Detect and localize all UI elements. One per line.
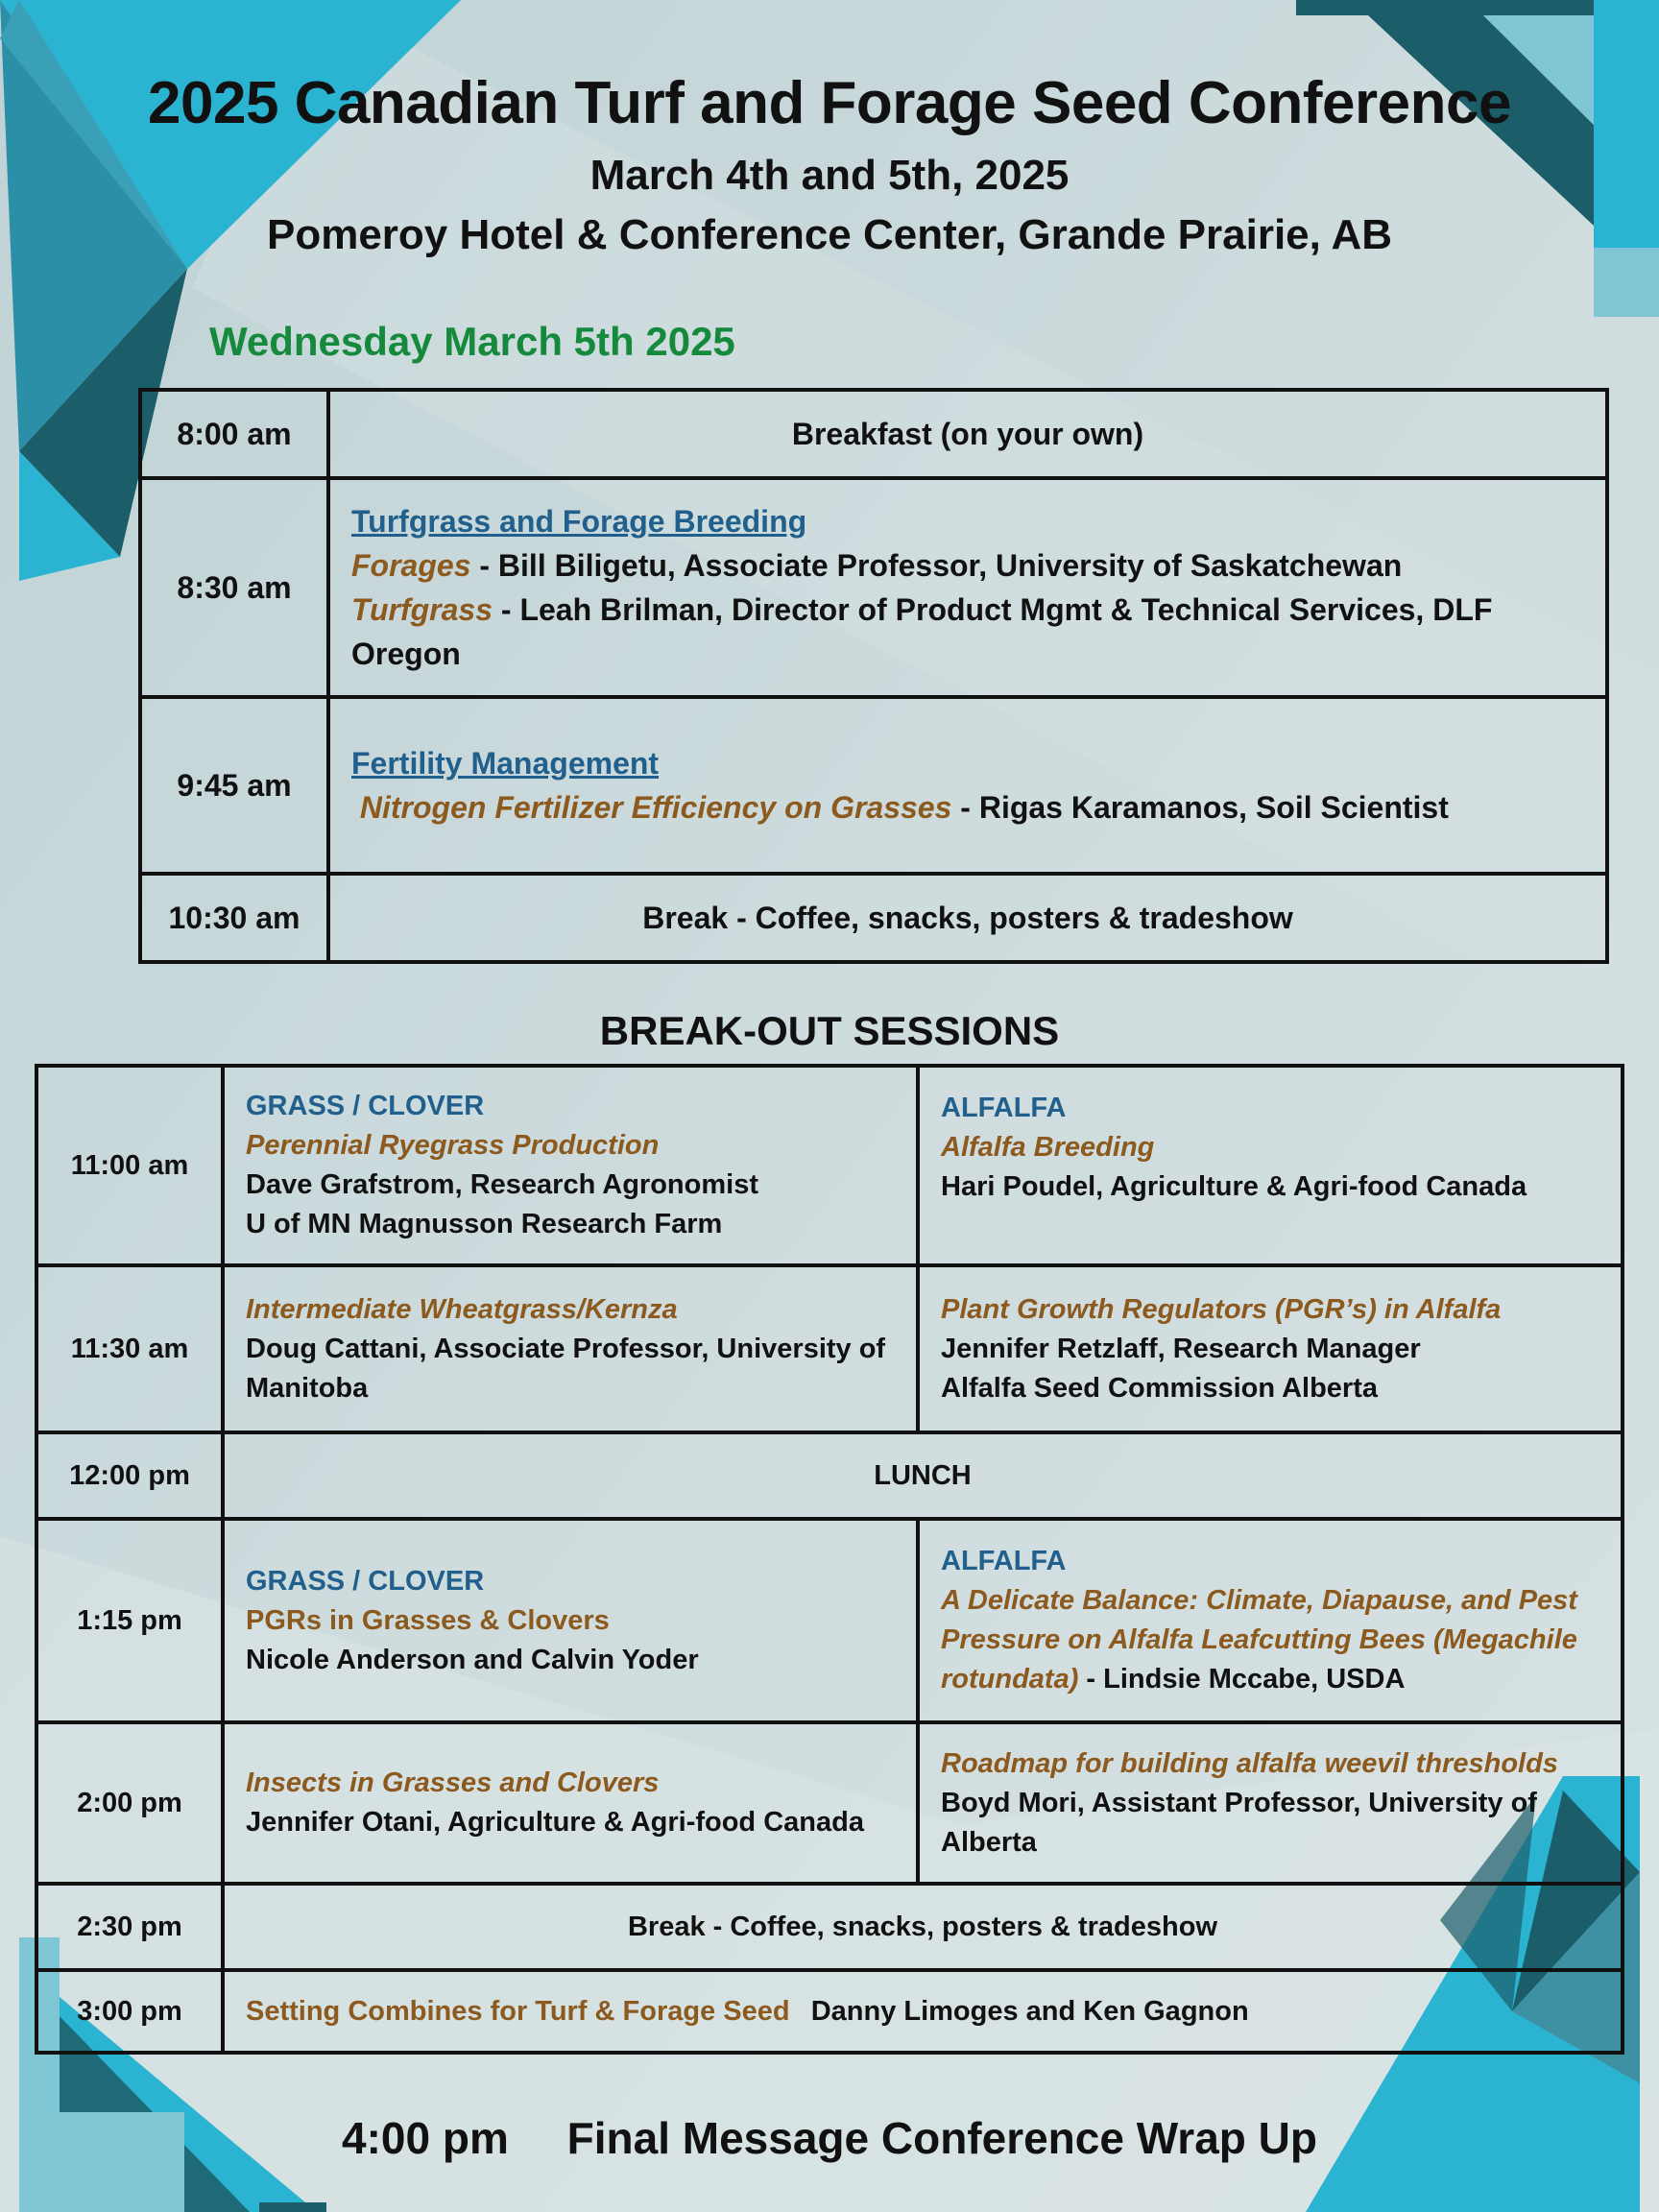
talk-topic: A Delicate Balance: Climate, Diapause, and Pest Pressure on Alfalfa Leafcutting Bees (Megachile rotundata) bbox=[941, 1585, 1577, 1695]
time-cell: 2:00 pm bbox=[36, 1722, 223, 1884]
session-cell bbox=[223, 1970, 1623, 2053]
time-cell: 8:00 am bbox=[140, 390, 328, 478]
time-cell: 10:30 am bbox=[140, 874, 328, 962]
track-label: GRASS / CLOVER bbox=[246, 1565, 485, 1597]
session-cell bbox=[918, 1722, 1623, 1884]
talk-speaker: Jennifer Otani, Agriculture & Agri-food Canada bbox=[246, 1807, 864, 1838]
conference-dates: March 4th and 5th, 2025 bbox=[589, 152, 1070, 199]
event-cell: Break - Coffee, snacks, posters & tradeshow bbox=[328, 874, 1607, 962]
schedule-row bbox=[36, 1722, 1623, 1884]
talk-topic: Roadmap for building alfalfa weevil thresholds bbox=[941, 1747, 1558, 1779]
talk-affiliation: Alfalfa Seed Commission Alberta bbox=[941, 1372, 1378, 1404]
talk-topic: Nitrogen Fertilizer Efficiency on Grasses bbox=[359, 790, 952, 825]
talk-speaker: - Bill Biligetu, Associate Professor, University of Saskatchewan bbox=[470, 548, 1403, 583]
session-cell bbox=[223, 1722, 918, 1884]
session-cell bbox=[328, 478, 1607, 697]
talk-speaker: Jennifer Retzlaff, Research Manager bbox=[941, 1333, 1421, 1364]
wrap-up-time: 4:00 pm bbox=[342, 2113, 509, 2163]
wrap-up-text: Final Message Conference Wrap Up bbox=[566, 2113, 1317, 2163]
session-cell bbox=[918, 1519, 1623, 1722]
wrap-up-line bbox=[0, 2112, 1659, 2164]
time-cell: 8:30 am bbox=[140, 478, 328, 697]
session-cell bbox=[223, 1519, 918, 1722]
track-label: ALFALFA bbox=[941, 1546, 1067, 1576]
talk-speaker: - Rigas Karamanos, Soil Scientist bbox=[951, 790, 1449, 825]
time-cell: 2:30 pm bbox=[36, 1884, 223, 1970]
schedule-row bbox=[140, 697, 1607, 874]
schedule-row bbox=[36, 1970, 1623, 2053]
schedule-row bbox=[36, 1884, 1623, 1970]
talk-topic: Plant Growth Regulators (PGR’s) in Alfalfa bbox=[941, 1293, 1502, 1325]
morning-schedule-table bbox=[138, 388, 1609, 964]
talk-topic: Forages bbox=[351, 548, 471, 583]
session-cell bbox=[223, 1265, 918, 1432]
talk-speaker: - Leah Brilman, Director of Product Mgmt & Technical Services, DLF Oregon bbox=[351, 592, 1493, 671]
event-cell: Breakfast (on your own) bbox=[328, 390, 1607, 478]
time-cell: 11:00 am bbox=[36, 1066, 223, 1265]
breakout-title: BREAK-OUT SESSIONS bbox=[599, 1008, 1060, 1053]
talk-topic: Insects in Grasses and Clovers bbox=[246, 1767, 660, 1798]
schedule-row bbox=[140, 478, 1607, 697]
talk-speaker: Danny Limoges and Ken Gagnon bbox=[810, 1995, 1249, 2027]
conference-title: 2025 Canadian Turf and Forage Seed Conference bbox=[148, 70, 1511, 136]
track-label: GRASS / CLOVER bbox=[246, 1091, 485, 1121]
event-cell: LUNCH bbox=[223, 1432, 1623, 1519]
time-cell: 1:15 pm bbox=[36, 1519, 223, 1722]
talk-topic: PGRs in Grasses & Clovers bbox=[246, 1604, 610, 1636]
schedule-row bbox=[140, 390, 1607, 478]
schedule-row bbox=[140, 874, 1607, 962]
talk-topic: Turfgrass bbox=[351, 592, 493, 627]
day-heading: Wednesday March 5th 2025 bbox=[209, 319, 735, 364]
session-cell bbox=[918, 1265, 1623, 1432]
session-cell bbox=[328, 697, 1607, 874]
talk-speaker: Dave Grafstrom, Research Agronomist bbox=[246, 1169, 758, 1200]
schedule-row bbox=[36, 1066, 1623, 1265]
breakout-schedule-table bbox=[35, 1064, 1624, 2055]
event-cell: Break - Coffee, snacks, posters & tradeshow bbox=[223, 1884, 1623, 1970]
time-cell: 3:00 pm bbox=[36, 1970, 223, 2053]
time-cell: 9:45 am bbox=[140, 697, 328, 874]
talk-topic: Perennial Ryegrass Production bbox=[246, 1130, 660, 1161]
talk-topic: Alfalfa Breeding bbox=[941, 1132, 1155, 1163]
talk-speaker: Nicole Anderson and Calvin Yoder bbox=[246, 1644, 699, 1675]
session-heading: Turfgrass and Forage Breeding bbox=[351, 504, 807, 539]
conference-venue: Pomeroy Hotel & Conference Center, Grande Prairie, AB bbox=[266, 211, 1393, 258]
talk-speaker: Boyd Mori, Assistant Professor, University of Alberta bbox=[941, 1787, 1537, 1858]
schedule-row bbox=[36, 1265, 1623, 1432]
talk-speaker: - Lindsie Mccabe, USDA bbox=[1078, 1664, 1406, 1695]
track-label: ALFALFA bbox=[941, 1093, 1067, 1123]
session-heading: Fertility Management bbox=[351, 746, 660, 781]
schedule-row bbox=[36, 1432, 1623, 1519]
talk-speaker: Doug Cattani, Associate Professor, University of Manitoba bbox=[246, 1333, 886, 1404]
talk-speaker: Hari Poudel, Agriculture & Agri-food Canada bbox=[941, 1171, 1527, 1202]
session-cell bbox=[223, 1066, 918, 1265]
talk-affiliation: U of MN Magnusson Research Farm bbox=[246, 1209, 723, 1239]
time-cell: 11:30 am bbox=[36, 1265, 223, 1432]
talk-topic: Intermediate Wheatgrass/Kernza bbox=[246, 1293, 678, 1325]
schedule-row bbox=[36, 1519, 1623, 1722]
time-cell: 12:00 pm bbox=[36, 1432, 223, 1519]
session-cell bbox=[918, 1066, 1623, 1265]
talk-topic: Setting Combines for Turf & Forage Seed bbox=[246, 1995, 790, 2027]
